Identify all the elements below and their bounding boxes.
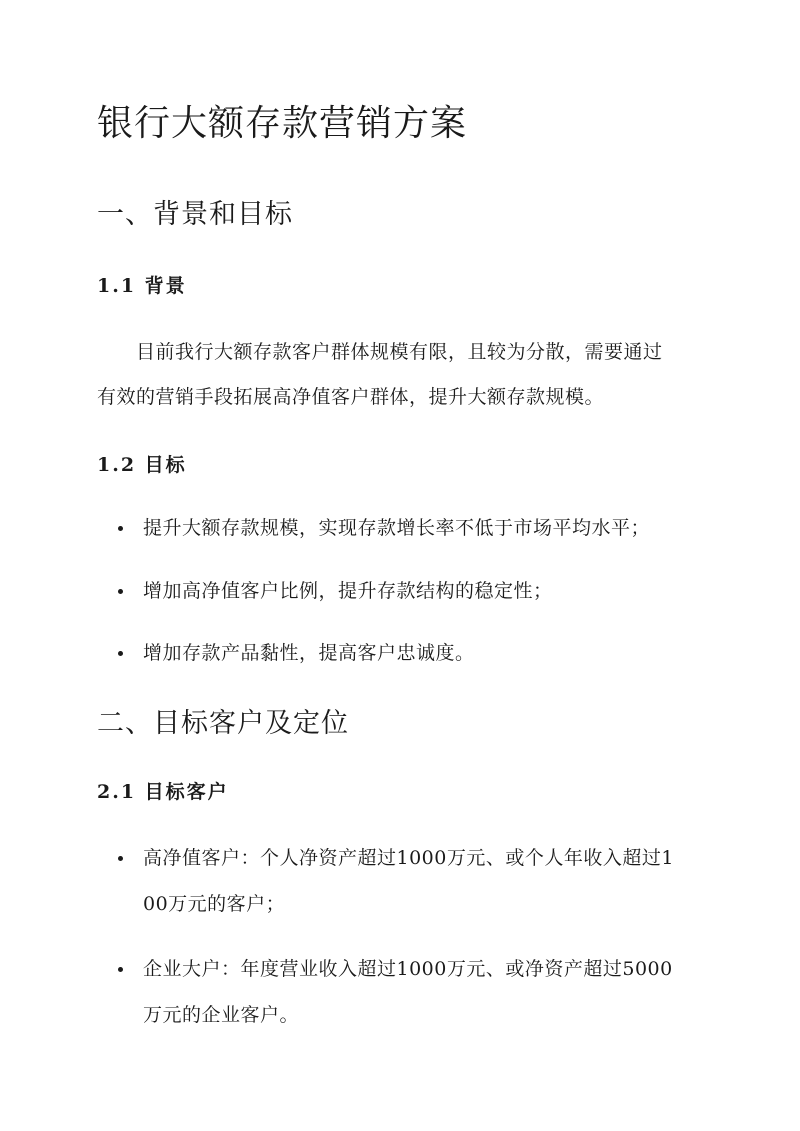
document-title: 银行大额存款营销方案 (97, 103, 468, 144)
bullet-icon (118, 526, 123, 531)
section-heading-target-customers: 二、目标客户及定位 (97, 708, 349, 739)
subsection-heading-goals: 1.2 目标 (97, 454, 187, 476)
paragraph-line: 有效的营销手段拓展高净值客户群体，提升大额存款规模。 (97, 386, 605, 408)
subsection-heading-target-customers: 2.1 目标客户 (97, 781, 229, 803)
list-item-line: 企业大户：年度营业收入超过1000万元、或净资产超过5000 (143, 958, 673, 980)
list-item-line: 万元的企业客户。 (143, 1004, 300, 1026)
paragraph-line: 目前我行大额存款客户群体规模有限，且较为分散，需要通过 (136, 341, 663, 363)
bullet-icon (118, 967, 123, 972)
bullet-icon (118, 651, 123, 656)
bullet-icon (118, 856, 123, 861)
list-item-line: 00万元的客户； (143, 893, 286, 915)
subsection-heading-background: 1.1 背景 (97, 275, 187, 297)
section-heading-background-goals: 一、背景和目标 (97, 199, 293, 230)
bullet-icon (118, 589, 123, 594)
list-item: 提升大额存款规模，实现存款增长率不低于市场平均水平； (143, 517, 651, 539)
list-item: 增加存款产品黏性，提高客户忠诚度。 (143, 642, 475, 664)
list-item: 增加高净值客户比例，提升存款结构的稳定性； (143, 580, 553, 602)
list-item-line: 高净值客户：个人净资产超过1000万元、或个人年收入超过1 (143, 847, 674, 869)
